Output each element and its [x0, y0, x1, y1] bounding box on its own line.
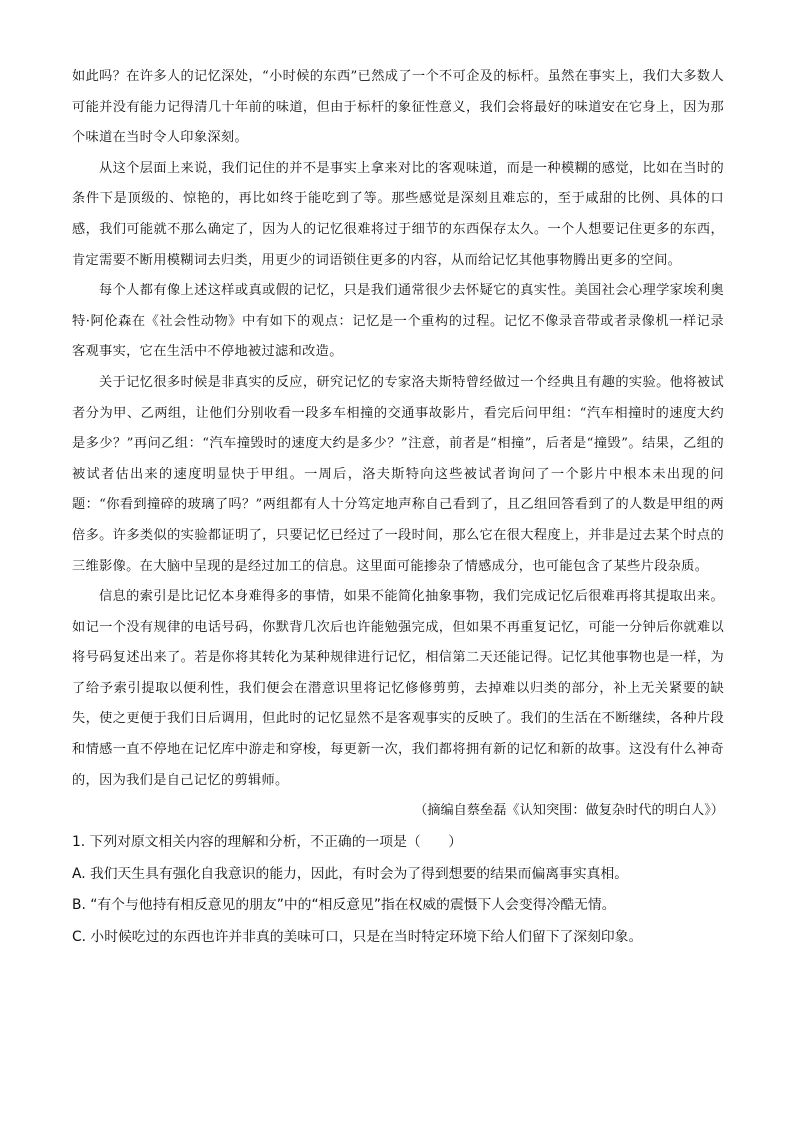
passage-paragraph-1: 如此吗？在许多人的记忆深处，“小时候的东西”已然成了一个不可企及的标杆。虽然在事实上，我们大多数人可能并没有能力记得清几十年前的味道，但由于标杆的象征性意义，我们会将最好的味道安在它身上，因为那个味道在当时令人印象深刻。 [72, 69, 724, 146]
passage-paragraph-3: 每个人都有像上述这样或真或假的记忆，只是我们通常很少去怀疑它的真实性。美国社会心理学家埃利奥特·阿伦森在《社会性动物》中有如下的观点：记忆是一个重构的过程。记忆不像录音带或者录像机一样记录客观事实，它在生活中不停地被过滤和改造。 [72, 283, 724, 360]
document-page [72, 62, 724, 953]
source-citation: （摘编自蔡垒磊《认知突围：做复杂时代的明白人》） [414, 803, 724, 819]
option-a: A. 我们天生具有强化自我意识的能力，因此，有时会为了得到想要的结果而偏离事实真相。 [72, 865, 629, 882]
option-b: B. “有个与他持有相反意见的朋友”中的“相反意见”指在权威的震慑下人会变得冷酷无情。 [72, 897, 616, 914]
question-block [72, 827, 724, 953]
question-stem: 1. 下列对原文相关内容的理解和分析，不正确的一项是（ ） [72, 834, 463, 851]
passage-paragraph-2: 从这个层面上来说，我们记住的并不是事实上拿来对比的客观味道，而是一种模糊的感觉，比如在当时的条件下是顶级的、惊艳的，再比如终于能吃到了等。那些感觉是深刻且难忘的，至于咸甜的比例、具体的口感，我们可能就不那么确定了，因为人的记忆很难将过于细节的东西保存太久。一个人想要记住更多的东西，肯定需要不断用模糊词去归类，用更少的词语锁住更多的内容，从而给记忆其他事物腾出更多的空间。 [72, 160, 724, 268]
option-c: C. 小时候吃过的东西也许并非真的美味可口，只是在当时特定环境下给人们留下了深刻印象。 [72, 928, 643, 945]
passage-paragraph-5: 信息的索引是比记忆本身难得多的事情，如果不能简化抽象事物，我们完成记忆后很难再将其提取出来。如记一个没有规律的电话号码，你默背几次后也许能勉强完成，但如果不再重复记忆，可能一分钟后你就难以将号码复述出来了。若是你将其转化为某种规律进行记忆，相信第二天还能记得。记忆其他事物也是一样，为了给予索引提取以便利性，我们便会在潜意识里将记忆修修剪剪，去掉难以归类的部分，补上无关紧要的缺失，使之更便于我们日后调用，但此时的记忆显然不是客观事实的反映了。我们的生活在不断继续，各种片段和情感一直不停地在记忆库中游走和穿梭，每更新一次，我们都将拥有新的记忆和新的故事。这没有什么神奇的，因为我们是自己记忆的剪辑师。 [72, 589, 724, 788]
passage-paragraph-4: 关于记忆很多时候是非真实的反应，研究记忆的专家洛夫斯特曾经做过一个经典且有趣的实验。他将被试者分为甲、乙两组，让他们分别收看一段多车相撞的交通事故影片，看完后问甲组：“汽车相撞时的速度大约是多少？”再问乙组：“汽车撞毁时的速度大约是多少？”注意，前者是“相撞”，后者是“撞毁”。结果，乙组的被试者估出来的速度明显快于甲组。一周后，洛夫斯特向这些被试者询问了一个影片中根本未出现的问题：“你看到撞碎的玻璃了吗？”两组都有人十分笃定地声称自己看到了，且乙组回答看到了的人数是甲组的两倍多。许多类似的实验都证明了，只要记忆已经过了一段时间，那么它在很大程度上，并非是过去某个时点的三维影像。在大脑中呈现的是经过加工的信息。这里面可能掺杂了情感成分，也可能包含了某些片段杂质。 [72, 374, 724, 574]
